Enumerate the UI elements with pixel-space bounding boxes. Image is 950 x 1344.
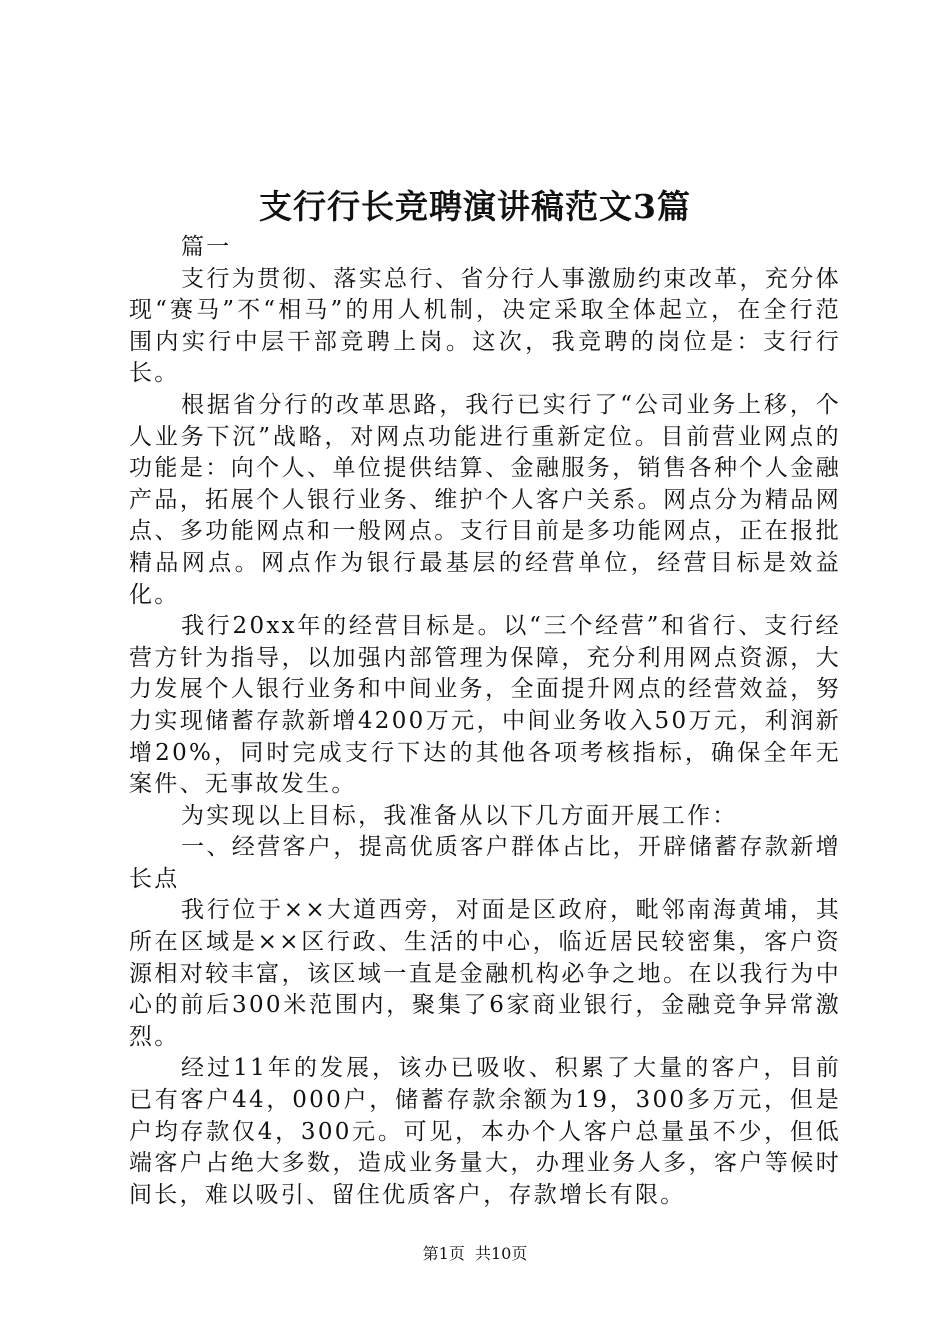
page-footer: 第1页 共10页 [422, 1244, 528, 1263]
document-body [129, 232, 841, 1211]
section-heading: 篇一 [181, 234, 232, 260]
body-paragraph: 为实现以上目标，我准备从以下几方面开展工作： [181, 802, 738, 829]
body-paragraph: 我行20xx年的经营目标是。以“三个经营”和省行、支行经营方针为指导，以加强内部管理为保障，充分利用网点资源，大力发展个人银行业务和中间业务，全面提升网点的经营效益，努力实现储蓄存款新增4200万元，中间业务收入50万元，利润新增20%，同时完成支行下达的其他各项考核指标，确保全年无案件、无事故发生。 [129, 613, 841, 798]
body-paragraph: 根据省分行的改革思路，我行已实行了“公司业务上移，个人业务下沉”战略，对网点功能进行重新定位。目前营业网点的功能是：向个人、单位提供结算、金融服务，销售各种个人金融产品，拓展个人银行业务、维护个人客户关系。网点分为精品网点、多功能网点和一般网点。支行目前是多功能网点，正在报批精品网点。网点作为银行最基层的经营单位，经营目标是效益化。 [129, 391, 841, 608]
document-title: 支行行长竞聘演讲稿范文3篇 [259, 187, 691, 226]
body-paragraph: 支行为贯彻、落实总行、省分行人事激励约束改革，充分体现“赛马”不“相马”的用人机制，决定采取全体起立，在全行范围内实行中层干部竞聘上岗。这次，我竞聘的岗位是：支行行长。 [129, 265, 841, 387]
body-paragraph: 一、经营客户，提高优质客户群体占比，开辟储蓄存款新增长点 [129, 834, 841, 892]
body-paragraph: 我行位于××大道西旁，对面是区政府，毗邻南海黄埔，其所在区域是××区行政、生活的中心，临近居民较密集，客户资源相对较丰富，该区域一直是金融机构必争之地。在以我行为中心的前后300米范围内，聚集了6家商业银行，金融竞争异常激烈。 [129, 897, 841, 1050]
body-paragraph: 经过11年的发展，该办已吸收、积累了大量的客户，目前已有客户44，000户，储蓄存款余额为19，300多万元，但是户均存款仅4，300元。可见，本办个人客户总量虽不少，但低端客户占绝大多数，造成业务量大，办理业务人多，客户等候时间长，难以吸引、留住优质客户，存款增长有限。 [129, 1055, 841, 1208]
